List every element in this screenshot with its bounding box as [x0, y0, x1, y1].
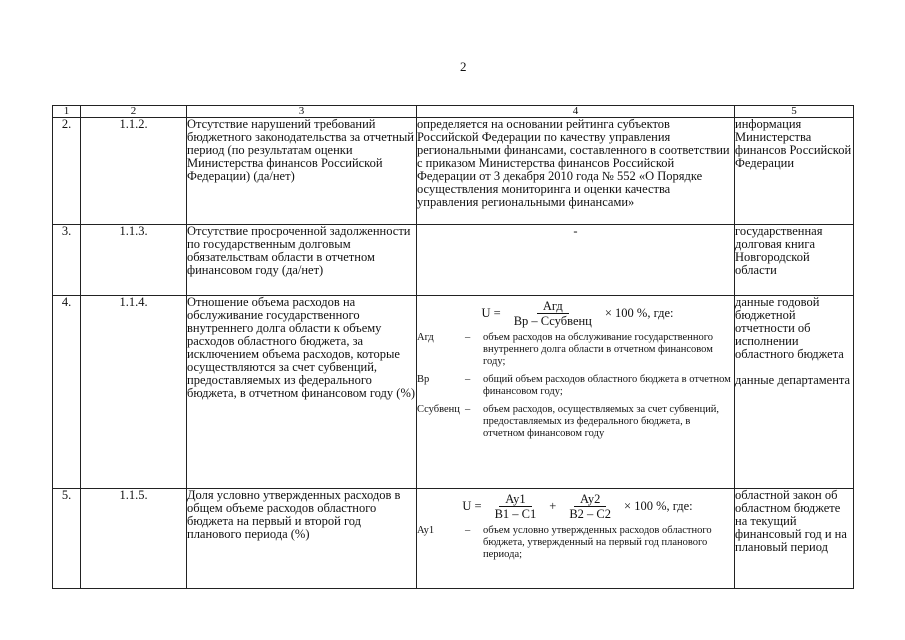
method-text: определяется на основании рейтинга субъектов Российской Федерации по качеству управления региональными финансами, составленного в соответствии с приказом Министерства финансов Российской Федерации от 3 декабря 2010 года № 552 «О Порядке осуществления мониторинга и оценки качества управления региональными финансами»	[417, 118, 735, 225]
legend-dash: –	[465, 404, 471, 415]
formula	[417, 492, 734, 521]
legend-text: объем условно утвержденных расходов областного бюджета, утвержденный на первый год планового периода;	[483, 525, 712, 560]
row-code: 1.1.5.	[81, 489, 187, 589]
page-number: 2	[460, 59, 467, 74]
legend-text: объем расходов на обслуживание государственного внутреннего долга области в отчетном финансовом году;	[483, 332, 713, 367]
row-number: 4.	[53, 296, 81, 489]
source-text: данные департамента	[735, 373, 851, 387]
formula-fraction	[489, 492, 543, 521]
table-row	[53, 489, 854, 589]
legend-symbol: Ay1	[417, 525, 435, 536]
formula-tail: × 100 %, где:	[624, 499, 693, 513]
formula-numerator: Ay2	[574, 492, 606, 507]
source-text: данные годовой бюджетной отчетности об исполнении областного бюджета	[735, 295, 844, 361]
source-text: информация Министерства финансов Российской Федерации	[735, 118, 854, 225]
formula-denominator: B2 – C2	[569, 507, 612, 521]
method-formula-cell	[417, 489, 735, 589]
legend-item	[417, 404, 734, 440]
header-cell: 4	[417, 106, 735, 118]
legend-item	[417, 374, 734, 398]
legend-dash: –	[465, 525, 471, 536]
formula-lhs: U =	[481, 306, 501, 320]
header-cell: 2	[81, 106, 187, 118]
source-text: областной закон об областном бюджете на текущий финансовый год и на плановый период	[735, 489, 854, 589]
row-number: 2.	[53, 118, 81, 225]
legend-item	[417, 525, 734, 561]
legend-symbol: Вр	[417, 374, 430, 385]
header-cell: 1	[53, 106, 81, 118]
legend-dash: –	[465, 332, 471, 343]
legend-item	[417, 332, 734, 368]
formula-lhs: U =	[462, 499, 482, 513]
legend-dash: –	[465, 374, 471, 385]
indicator-text: Отсутствие нарушений требований бюджетного законодательства за отчетный период (по результатам оценки Министерства финансов Российской Федерации) (да/нет)	[187, 118, 417, 225]
indicators-table	[52, 105, 854, 589]
formula-fraction	[563, 492, 617, 521]
formula-numerator: Ay1	[499, 492, 531, 507]
row-code: 1.1.2.	[81, 118, 187, 225]
table-row	[53, 225, 854, 296]
indicator-text: Отсутствие просроченной задолженности по государственным долговым обязательствам области в отчетном финансовом году (да/нет)	[187, 225, 417, 296]
row-number: 5.	[53, 489, 81, 589]
row-number: 3.	[53, 225, 81, 296]
indicator-text: Отношение объема расходов на обслуживание государственного внутреннего долга области к объему расходов областного бюджета, за исключением объема расходов, которые осуществляются за счет субвенций, предоставляемых из федерального бюджета, в отчетном финансовом году (%)	[187, 296, 417, 489]
legend-text: общий объем расходов областного бюджета в отчетном финансовом году;	[483, 374, 731, 397]
row-code: 1.1.3.	[81, 225, 187, 296]
formula-plus: +	[549, 499, 557, 513]
formula-tail: × 100 %, где:	[604, 306, 674, 320]
method-formula-cell	[417, 296, 735, 489]
table-row	[53, 118, 854, 225]
source-text: государственная долговая книга Новгородской области	[735, 225, 854, 296]
row-code: 1.1.4.	[81, 296, 187, 489]
legend-text: объем расходов, осуществляемых за счет субвенций, предоставляемых из федерального бюджета, в отчетном финансовом году	[483, 404, 720, 439]
header-row	[53, 106, 854, 118]
method-dash: -	[417, 225, 735, 296]
header-cell: 3	[187, 106, 417, 118]
indicator-text: Доля условно утвержденных расходов в общем объеме расходов областного бюджета на первый и второй год планового периода (%)	[187, 489, 417, 589]
formula-numerator: Агд	[537, 299, 569, 314]
source-cell	[735, 296, 854, 489]
formula-denominator: B1 – C1	[494, 507, 537, 521]
legend-symbol: Ссубвенц	[417, 404, 460, 415]
header-cell: 5	[735, 106, 854, 118]
legend-symbol: Агд	[417, 332, 434, 343]
formula-denominator: Вр – Ссубвенц	[513, 314, 592, 328]
formula-fraction	[508, 299, 598, 328]
formula	[417, 299, 734, 328]
table-row	[53, 296, 854, 489]
